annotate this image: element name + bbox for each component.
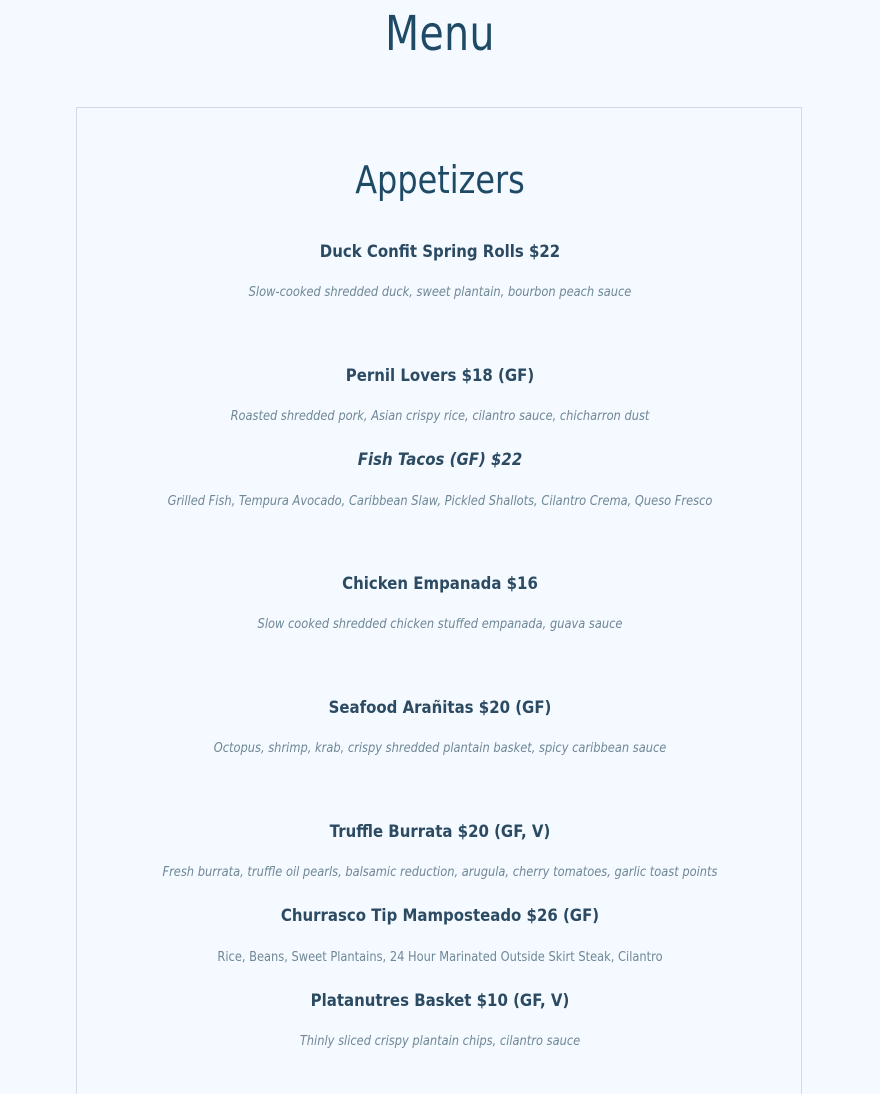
- menu-item-description: Fresh burrata, truffle oil pearls, balsamic reduction, arugula, cherry tomatoes, garlic toast points: [162, 865, 718, 880]
- menu-item-name: Pernil Lovers $18 (GF): [345, 366, 535, 386]
- menu-item-description: Rice, Beans, Sweet Plantains, 24 Hour Marinated Outside Skirt Steak, Cilantro: [217, 950, 663, 965]
- menu-item-description: Thinly sliced crispy plantain chips, cilantro sauce: [299, 1034, 581, 1049]
- menu-item-name: Truffle Burrata $20 (GF, V): [329, 822, 551, 842]
- menu-item-description: Grilled Fish, Tempura Avocado, Caribbean Slaw, Pickled Shallots, Cilantro Crema, Queso Fresco: [167, 494, 713, 509]
- section-title-appetizers: Appetizers: [355, 158, 525, 202]
- menu-item-name: Duck Confit Spring Rolls $22: [319, 242, 561, 262]
- menu-item-description: Octopus, shrimp, krab, crispy shredded plantain basket, spicy caribbean sauce: [213, 741, 667, 756]
- menu-item-name: Fish Tacos (GF) $22: [357, 450, 523, 470]
- menu-item-name: Platanutres Basket $10 (GF, V): [310, 991, 570, 1011]
- menu-item-description: Slow cooked shredded chicken stuffed empanada, guava sauce: [257, 617, 623, 632]
- menu-item-name: Churrasco Tip Mamposteado $26 (GF): [280, 906, 600, 926]
- page-title: Menu: [385, 6, 495, 62]
- menu-item-description: Roasted shredded pork, Asian crispy rice, cilantro sauce, chicharron dust: [230, 409, 650, 424]
- menu-item-description: Slow-cooked shredded duck, sweet plantain, bourbon peach sauce: [248, 285, 632, 300]
- menu-item-name: Chicken Empanada $16: [342, 574, 538, 594]
- menu-item-name: Seafood Arañitas $20 (GF): [328, 698, 552, 718]
